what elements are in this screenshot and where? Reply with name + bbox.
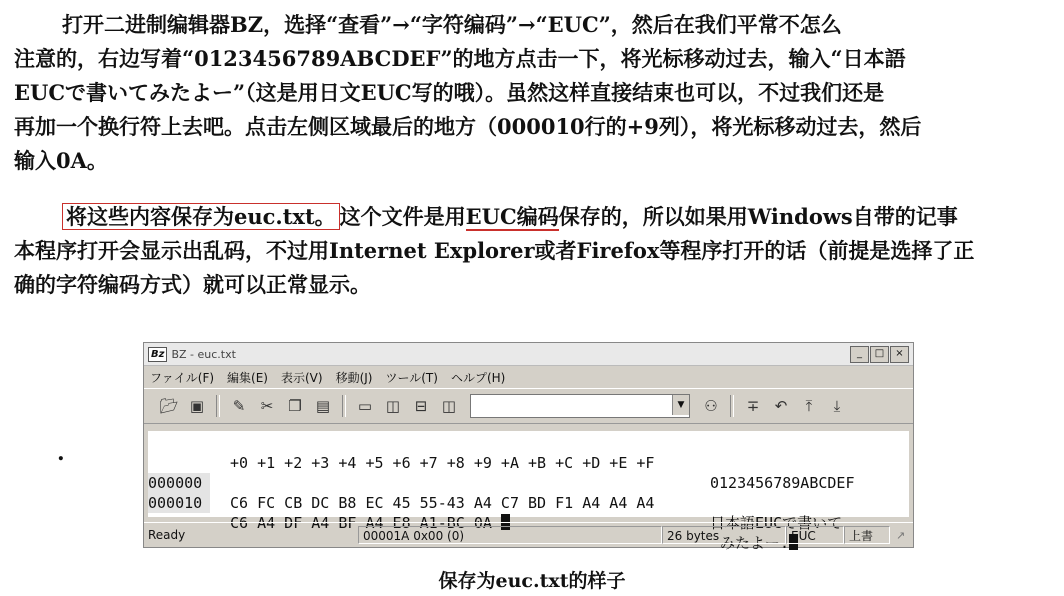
paragraph-2-line: 本程序打开会显示出乱码，不过用Internet Explorer或者Firefox等程序打开的话（前提是选择了正: [14, 238, 975, 263]
text-segment: 这个文件是用: [339, 204, 466, 229]
compare-equal-icon[interactable]: ∓: [746, 397, 760, 415]
title-bar: [144, 343, 913, 366]
highlight-box-save-euc: 将这些内容保存为euc.txt。: [62, 203, 340, 230]
undo-icon[interactable]: ↶: [774, 397, 788, 415]
figure-caption: 保存为euc.txt的样子: [438, 570, 626, 592]
toolbar-separator: [730, 395, 734, 417]
window-title: BZ - euc.txt: [171, 347, 236, 361]
bz-logo-icon: Bz: [148, 347, 167, 362]
bz-editor-window: [143, 342, 914, 552]
cut-icon[interactable]: ✂: [260, 397, 274, 415]
status-ready: Ready: [148, 528, 186, 542]
status-bar: [144, 522, 913, 547]
row-address: 000000: [148, 473, 210, 493]
toolbar-separator: [216, 395, 220, 417]
chevron-down-icon[interactable]: ▼: [672, 395, 689, 415]
status-position: 00001A 0x00 (0): [358, 526, 662, 544]
resize-grip-icon[interactable]: ↗: [896, 528, 906, 542]
toolbar-separator: [342, 395, 346, 417]
stray-dot: .: [57, 440, 65, 466]
paragraph-1-line: EUCで書いてみたよー”（这是用日文EUC写的哦）。虽然这样直接结束也可以，不过我们还是: [14, 80, 885, 105]
menu-edit[interactable]: 編集(E): [227, 370, 268, 385]
row-text-value: みたよー.: [720, 534, 790, 552]
underlined-euc-encoding: EUC编码: [465, 204, 559, 229]
paragraph-1-line: 输入0A。: [14, 148, 108, 173]
find-binoculars-icon[interactable]: ⚇: [704, 397, 718, 415]
paragraph-1: [14, 8, 1044, 178]
split-horizontal-icon[interactable]: ⊟: [414, 397, 428, 415]
search-combo[interactable]: [470, 394, 690, 418]
paste-icon[interactable]: ▤: [315, 397, 331, 415]
close-button[interactable]: ×: [890, 346, 909, 363]
row-hex-bytes[interactable]: C6 FC CB DC B8 EC 45 55-43 A4 C7 BD F1 A4 A4 A4: [230, 494, 655, 512]
jump-top-icon[interactable]: ⤒: [805, 397, 813, 415]
status-encoding: EUC: [786, 526, 844, 544]
compare-icon[interactable]: ◫: [441, 397, 457, 415]
jump-bottom-icon[interactable]: ⤓: [833, 397, 841, 415]
menu-jump[interactable]: 移動(J): [335, 370, 373, 385]
status-mode: 上書: [844, 526, 890, 544]
minimize-button[interactable]: _: [850, 346, 869, 363]
save-icon[interactable]: ▣: [189, 397, 205, 415]
menu-bar: [144, 366, 913, 388]
open-folder-icon[interactable]: 📂︎: [159, 397, 179, 415]
hex-column-header: +0 +1 +2 +3 +4 +5 +6 +7 +8 +9 +A +B +C +D +E +F: [230, 454, 655, 472]
split-vertical-icon[interactable]: ◫: [385, 397, 401, 415]
edit-icon[interactable]: ✎: [232, 397, 246, 415]
menu-tools[interactable]: ツール(T): [385, 370, 438, 385]
row-text[interactable]: 日本語EUCで書いて: [710, 514, 843, 532]
menu-help[interactable]: ヘルプ(H): [450, 370, 506, 385]
paragraph-1-line: 注意的，右边写着“0123456789ABCDEF”的地方点击一下，将光标移动过去，输入“日本語: [14, 46, 906, 71]
text-column-header: 0123456789ABCDEF: [710, 474, 855, 492]
window-controls: [850, 346, 909, 363]
view-single-icon[interactable]: ▭: [357, 397, 373, 415]
text-segment: 保存的，所以如果用Windows自带的记事: [558, 204, 958, 229]
maximize-button[interactable]: □: [870, 346, 889, 363]
toolbar: [144, 388, 913, 424]
paragraph-2-line: [14, 200, 1044, 234]
menu-view[interactable]: 表示(V): [280, 370, 323, 385]
paragraph-2-line: 确的字符编码方式）就可以正常显示。: [14, 272, 371, 297]
menu-file[interactable]: ファイル(F): [150, 370, 215, 385]
paragraph-1-line: 打开二进制编辑器BZ，选择“查看”→“字符编码”→“EUC”，然后在我们平常不怎么: [62, 12, 842, 37]
row-hex-bytes-text: C6 A4 DF A4 BF A4 E8 A1-BC 0A: [230, 514, 492, 532]
copy-icon[interactable]: ❐: [288, 397, 302, 415]
status-size: 26 bytes: [662, 526, 786, 544]
paragraph-1-line: 再加一个换行符上去吧。点击左侧区域最后的地方（000010行的+9列），将光标移动过去，然后: [14, 114, 922, 139]
paragraph-2: [14, 200, 1044, 302]
row-address: 000010: [148, 493, 210, 513]
